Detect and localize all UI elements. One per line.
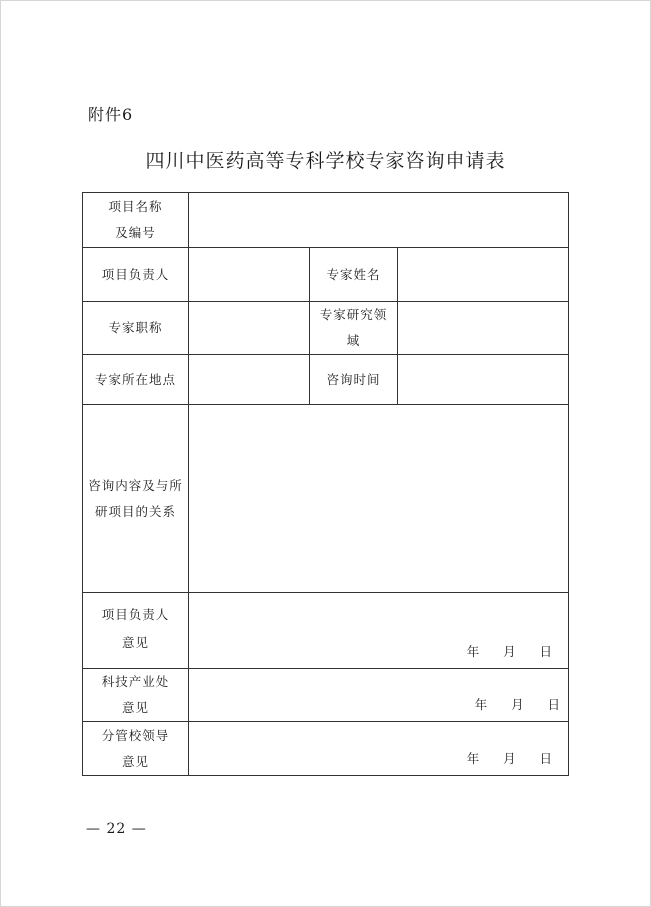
row-school-leader-opinion bbox=[83, 722, 569, 776]
leader-opinion-field[interactable] bbox=[189, 593, 569, 669]
consult-time-label: 咨询时间 bbox=[310, 355, 398, 405]
row-location-time bbox=[83, 355, 569, 405]
row-leader-expert bbox=[83, 248, 569, 302]
expert-title-field[interactable] bbox=[189, 302, 310, 355]
leader-opinion-date: 年 月 日 bbox=[466, 644, 553, 659]
row-leader-opinion bbox=[83, 593, 569, 669]
document-title: 四川中医药高等专科学校专家咨询申请表 bbox=[145, 150, 506, 172]
page-number: — 22 — bbox=[86, 821, 147, 837]
tech-opinion-field[interactable] bbox=[189, 669, 569, 722]
expert-title-label: 专家职称 bbox=[83, 302, 189, 355]
tech-opinion-label: 科技产业处 意见 bbox=[83, 669, 189, 722]
expert-name-label: 专家姓名 bbox=[310, 248, 398, 302]
expert-name-field[interactable] bbox=[398, 248, 569, 302]
consult-content-label: 咨询内容及与所 研项目的关系 bbox=[83, 405, 189, 593]
school-leader-opinion-label: 分管校领导 意见 bbox=[83, 722, 189, 776]
consult-content-field[interactable] bbox=[189, 405, 569, 593]
row-title-field bbox=[83, 302, 569, 355]
leader-opinion-label: 项目负责人 意见 bbox=[83, 593, 189, 669]
project-leader-field[interactable] bbox=[189, 248, 310, 302]
expert-location-field[interactable] bbox=[189, 355, 310, 405]
row-consult-content bbox=[83, 405, 569, 593]
school-leader-opinion-date: 年 月 日 bbox=[466, 751, 553, 766]
tech-opinion-date: 年 月 日 bbox=[474, 697, 561, 712]
project-leader-label: 项目负责人 bbox=[83, 248, 189, 302]
project-name-field[interactable] bbox=[189, 193, 569, 248]
project-name-label: 项目名称 及编号 bbox=[83, 193, 189, 248]
expert-location-label: 专家所在地点 bbox=[83, 355, 189, 405]
attachment-label: 附件6 bbox=[88, 105, 134, 124]
row-tech-opinion bbox=[83, 669, 569, 722]
expert-research-field-label: 专家研究领 域 bbox=[310, 302, 398, 355]
row-project-name bbox=[83, 193, 569, 248]
consult-time-field[interactable] bbox=[398, 355, 569, 405]
expert-research-field-input[interactable] bbox=[398, 302, 569, 355]
application-form bbox=[82, 192, 569, 776]
school-leader-opinion-field[interactable] bbox=[189, 722, 569, 776]
